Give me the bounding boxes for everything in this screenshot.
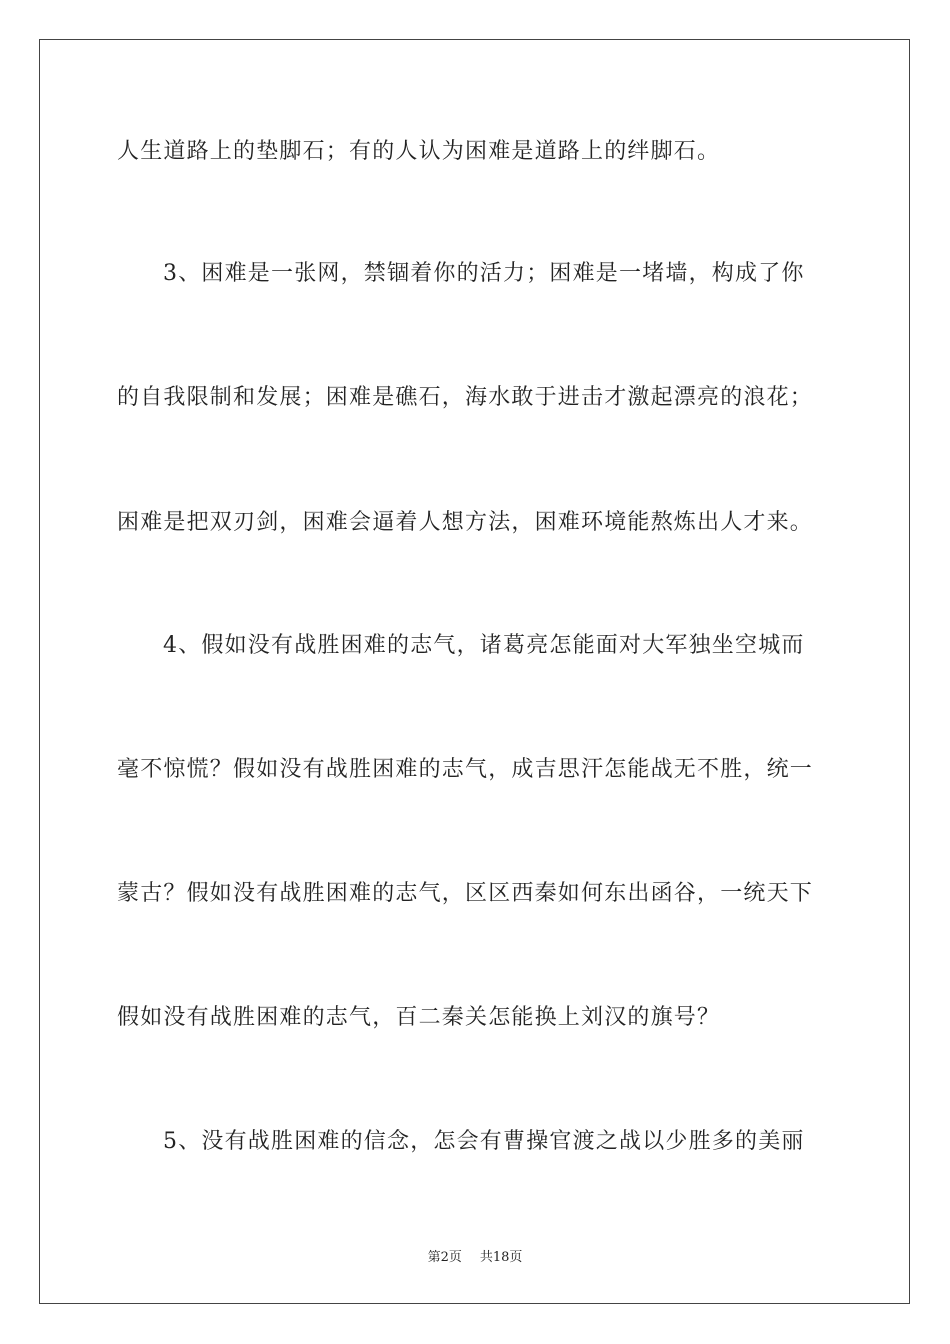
page-footer (0, 1246, 950, 1265)
page-border (39, 39, 910, 1304)
text-line-5: 4、假如没有战胜困难的志气，诸葛亮怎能面对大军独坐空城而 (163, 633, 805, 658)
text-line-9: 5、没有战胜困难的信念，怎会有曹操官渡之战以少胜多的美丽 (163, 1129, 805, 1154)
text-line-4: 困难是把双刃剑，困难会逼着人想方法，困难环境能熬炼出人才来。 (117, 510, 814, 535)
text-line-2: 3、困难是一张网，禁锢着你的活力；困难是一堵墙，构成了你 (163, 261, 805, 286)
page-number: 第2页 (427, 1250, 462, 1265)
text-line-3: 的自我限制和发展；困难是礁石，海水敢于进击才激起漂亮的浪花； (117, 385, 814, 410)
page-total: 共18页 (479, 1250, 523, 1265)
text-line-8: 假如没有战胜困难的志气，百二秦关怎能换上刘汉的旗号？ (117, 1005, 721, 1030)
text-line-6: 毫不惊慌？假如没有战胜困难的志气，成吉思汗怎能战无不胜，统一 (117, 757, 814, 782)
text-line-1: 人生道路上的垫脚石；有的人认为困难是道路上的绊脚石。 (117, 139, 721, 164)
text-line-7: 蒙古？假如没有战胜困难的志气，区区西秦如何东出函谷，一统天下 (117, 881, 814, 906)
